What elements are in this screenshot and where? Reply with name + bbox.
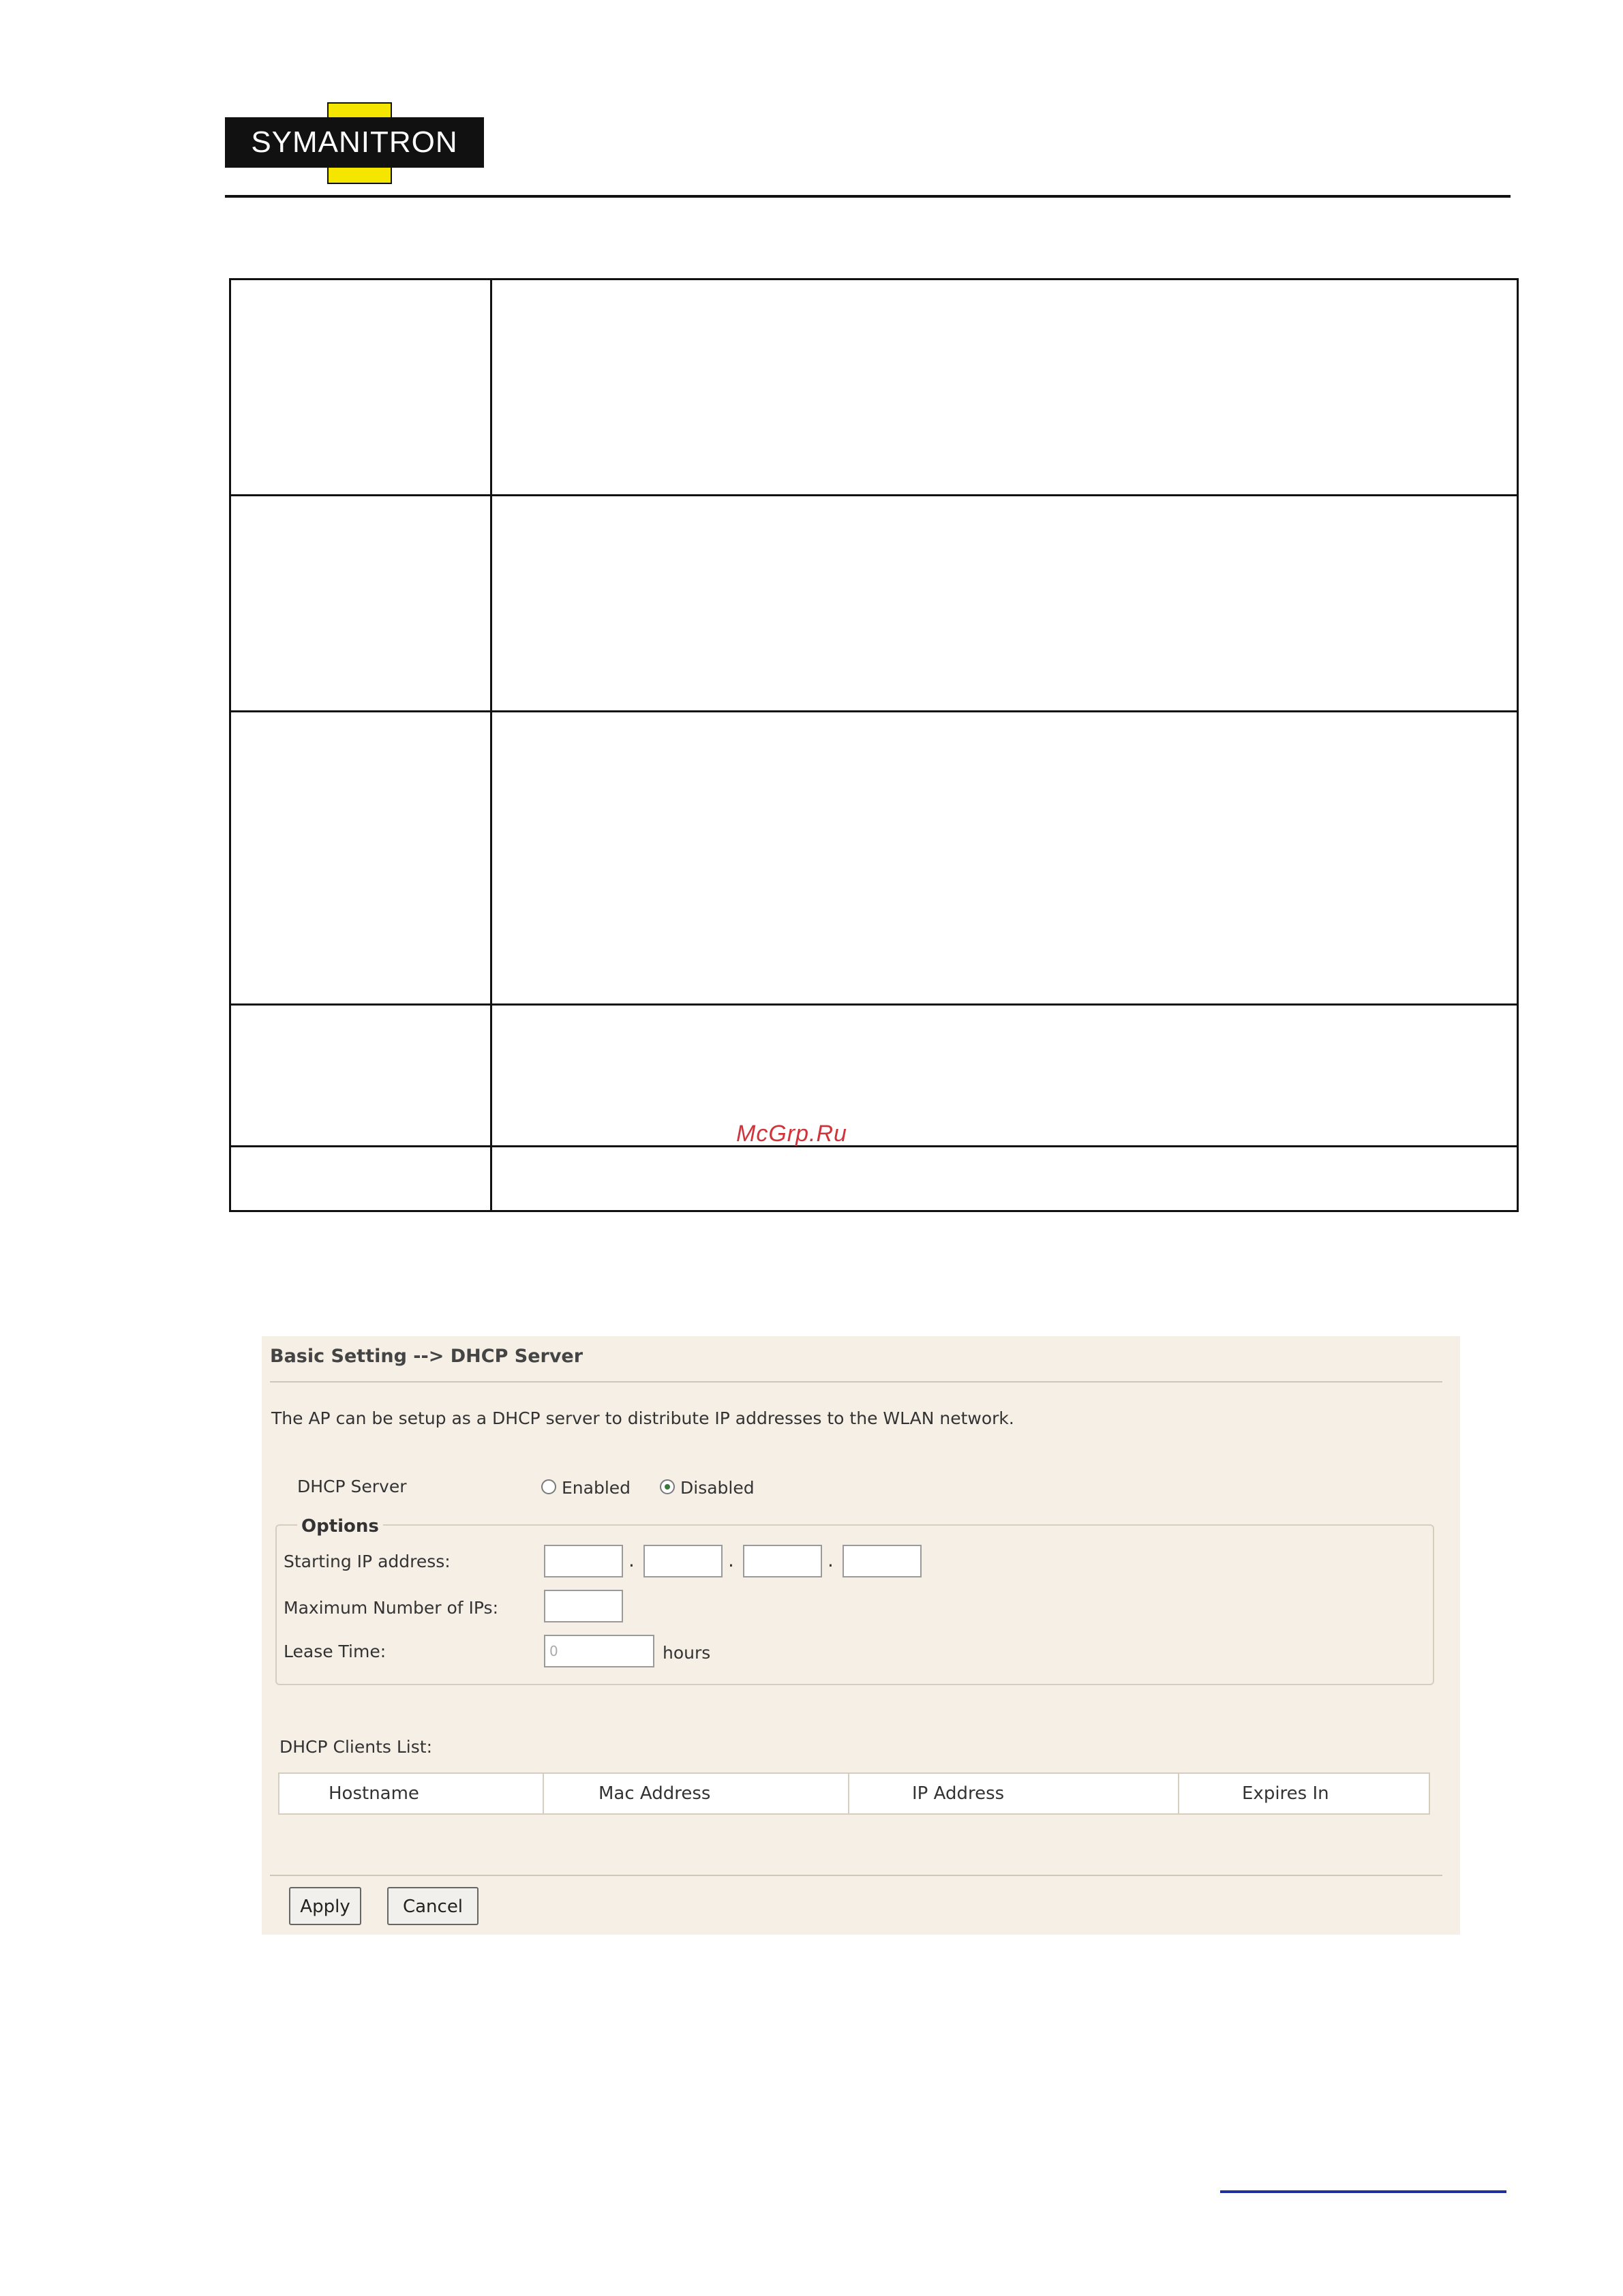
divider — [270, 1875, 1442, 1876]
footer-link-underline[interactable] — [1220, 2190, 1506, 2193]
starting-ip-label: Starting IP address: — [284, 1552, 451, 1571]
table-row — [230, 1147, 1518, 1211]
watermark: McGrp.Ru — [736, 1121, 847, 1147]
table-row — [230, 496, 1518, 712]
column-ip-address: IP Address — [912, 1783, 1005, 1804]
table-cell — [491, 712, 1518, 1005]
table-cell — [230, 1147, 491, 1211]
table-cell — [491, 280, 1518, 496]
table-cell — [230, 712, 491, 1005]
disabled-label: Disabled — [680, 1478, 755, 1498]
enabled-radio[interactable] — [541, 1479, 556, 1494]
lease-unit: hours — [663, 1643, 711, 1663]
lease-time-label: Lease Time: — [284, 1642, 386, 1661]
column-divider — [848, 1774, 849, 1813]
cancel-button[interactable]: Cancel — [387, 1887, 479, 1925]
logo-text: SYMANITRON — [251, 125, 458, 159]
enabled-label: Enabled — [562, 1478, 631, 1498]
table-cell — [491, 496, 1518, 712]
table-row — [230, 712, 1518, 1005]
column-divider — [543, 1774, 544, 1813]
max-ips-input[interactable] — [544, 1590, 623, 1622]
table-cell — [230, 496, 491, 712]
breadcrumb: Basic Setting --> DHCP Server — [270, 1346, 583, 1367]
clients-list-label: DHCP Clients List: — [279, 1737, 432, 1757]
symanitron-logo — [225, 102, 484, 184]
starting-ip-octet-3[interactable] — [743, 1545, 822, 1577]
table-cell — [230, 1005, 491, 1147]
description: The AP can be setup as a DHCP server to distribute IP addresses to the WLAN network. — [271, 1408, 1014, 1428]
header-rule — [225, 195, 1511, 198]
dhcp-server-label: DHCP Server — [297, 1477, 407, 1496]
column-expires-in: Expires In — [1242, 1783, 1329, 1804]
divider — [270, 1381, 1442, 1383]
table-cell — [491, 1147, 1518, 1211]
disabled-radio[interactable] — [660, 1479, 675, 1494]
column-divider — [1178, 1774, 1179, 1813]
dhcp-server-panel — [262, 1336, 1460, 1935]
table-row — [230, 280, 1518, 496]
ip-dot: . — [728, 1549, 734, 1571]
column-hostname: Hostname — [329, 1783, 419, 1804]
starting-ip-octet-1[interactable] — [544, 1545, 623, 1577]
table-cell — [491, 1005, 1518, 1147]
apply-button[interactable]: Apply — [289, 1887, 361, 1925]
max-ips-label: Maximum Number of IPs: — [284, 1598, 499, 1618]
column-mac-address: Mac Address — [598, 1783, 711, 1804]
table-row — [230, 1005, 1518, 1147]
ip-dot: . — [828, 1549, 834, 1571]
parameter-table — [229, 278, 1519, 1212]
table-cell — [230, 280, 491, 496]
options-legend: Options — [297, 1516, 383, 1537]
starting-ip-octet-4[interactable] — [843, 1545, 922, 1577]
ip-dot: . — [628, 1549, 635, 1571]
clients-table-header — [278, 1772, 1430, 1815]
lease-time-input[interactable]: 0 — [544, 1635, 654, 1667]
starting-ip-octet-2[interactable] — [643, 1545, 723, 1577]
